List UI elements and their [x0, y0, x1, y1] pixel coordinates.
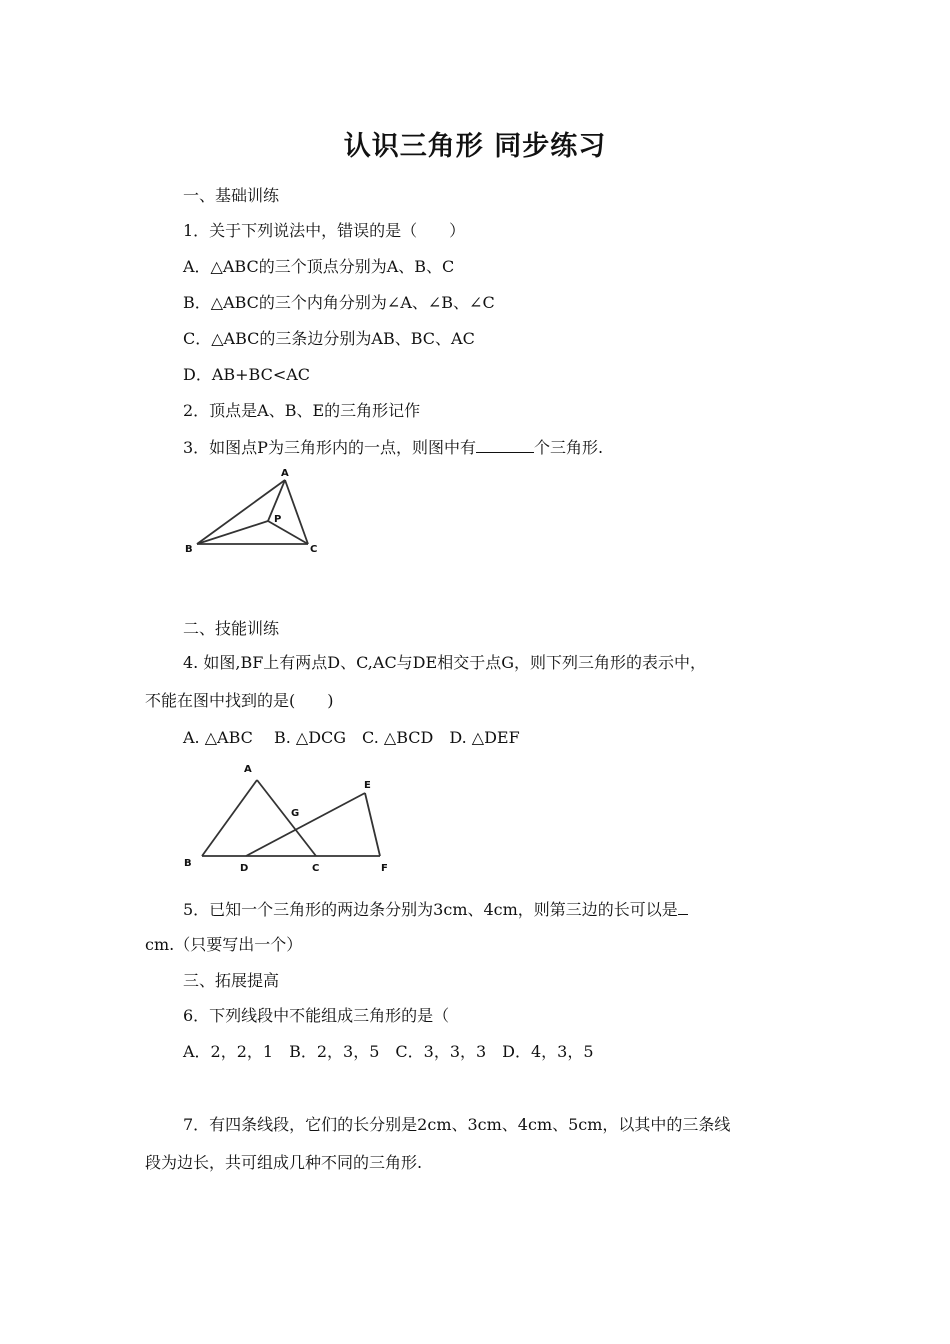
section-heading-basic: 一、基础训练: [183, 186, 280, 205]
question-4-stem-line1: 4. 如图,BF上有两点D、C,AC与DE相交于点G，则下列三角形的表示中，: [183, 653, 706, 672]
intersection-label-g: G: [291, 808, 300, 819]
answer-blank: [678, 898, 688, 915]
question-4-stem-line2: 不能在图中找到的是( ): [145, 691, 334, 710]
vertex-label-c: C: [310, 544, 318, 555]
section-heading-skills: 二、技能训练: [183, 619, 280, 638]
question-6-options: A．2，2，1 B．2，3，5 C．3，3，3 D．4，3，5: [183, 1042, 594, 1061]
question-1-option-d: D．AB+BC<AC: [183, 365, 311, 384]
question-3-stem: [183, 436, 603, 459]
question-1-option-c: C．△ABC的三条边分别为AB、BC、AC: [183, 329, 475, 348]
question-3-text-before: 3．如图点P为三角形内的一点，则图中有: [183, 438, 476, 457]
edge-ab: [202, 780, 257, 856]
question-7-stem-line2: 段为边长，共可组成几种不同的三角形.: [145, 1153, 423, 1172]
vertex-label-b: B: [184, 858, 192, 869]
answer-blank: [476, 436, 534, 453]
edge-ef: [365, 793, 380, 856]
edge-de: [246, 793, 365, 856]
point-label-c: C: [312, 863, 320, 874]
vertex-label-e: E: [364, 780, 371, 791]
segment-bp: [197, 521, 268, 544]
question-4-options: A. △ABC B. △DCG C. △BCD D. △DEF: [183, 728, 520, 747]
page-title: 认识三角形 同步练习: [343, 131, 607, 162]
question-5-text: 5．已知一个三角形的两边条分别为3cm、4cm，则第三边的长可以是: [183, 900, 678, 919]
edge-ac: [285, 480, 308, 544]
figure-triangle-with-point-p: [180, 465, 330, 560]
question-7-stem-line1: 7．有四条线段，它们的长分别是2cm、3cm、4cm、5cm，以其中的三条线: [183, 1115, 731, 1134]
vertex-label-a: A: [244, 764, 252, 775]
point-label-p: P: [274, 514, 282, 525]
question-5-stem-line1: [183, 898, 688, 921]
question-5-stem-line2: cm.（只要写出一个）: [145, 935, 303, 954]
figure-overlapping-triangles: [180, 760, 400, 880]
question-1-stem: 1．关于下列说法中，错误的是（ ）: [183, 221, 466, 240]
question-1-option-b: B．△ABC的三个内角分别为∠A、∠B、∠C: [183, 293, 495, 312]
vertex-label-f: F: [381, 863, 388, 874]
question-3-text-after: 个三角形.: [533, 438, 604, 457]
vertex-label-a: A: [281, 468, 289, 479]
vertex-label-b: B: [185, 544, 193, 555]
question-6-stem: 6．下列线段中不能组成三角形的是（: [183, 1006, 450, 1025]
question-2-stem: 2．顶点是A、B、E的三角形记作: [183, 401, 421, 420]
section-heading-extension: 三、拓展提高: [183, 971, 280, 990]
point-label-d: D: [240, 863, 249, 874]
question-1-option-a: A．△ABC的三个顶点分别为A、B、C: [183, 257, 455, 276]
